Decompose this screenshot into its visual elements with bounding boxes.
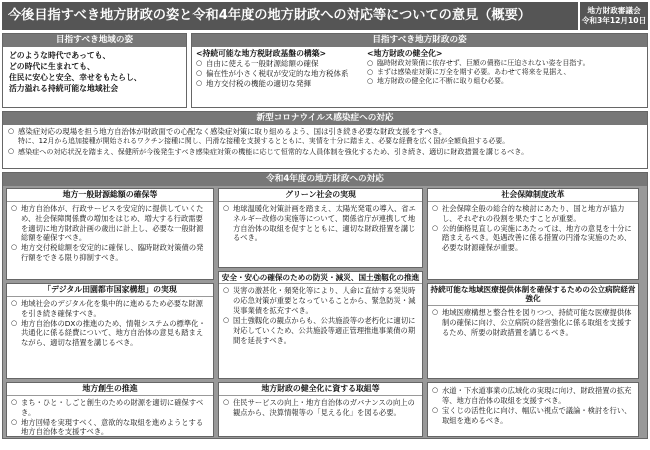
covid-line: ○ 感染症への対応状況を踏まえ、保健所が今後発生すべき感染症対策の機能に応じて恒常的な人員体制を強化するため、引き続き、適切に財政措置を講じるべき。 bbox=[8, 147, 642, 157]
list-item: ○ 住民サービスの向上・地方自治体のガバナンスの向上の観点から、決算情報等の「見える化」を図る必要。 bbox=[223, 398, 418, 418]
column-right bbox=[427, 188, 639, 437]
page-title: 今後目指すべき地方財政の姿と令和4年度の地方財政への対応等についての意見（概要） bbox=[2, 2, 578, 30]
fiscal-heading: 目指すべき地方財政の姿 bbox=[192, 34, 647, 47]
general-revenue-box bbox=[6, 188, 214, 280]
health-fiscal-box bbox=[218, 382, 423, 437]
region-line: どのような時代であっても、 bbox=[9, 51, 111, 60]
org-block bbox=[578, 2, 648, 30]
fiscal-card bbox=[191, 33, 648, 108]
covid-heading: 新型コロナウイルス感染症への対応 bbox=[3, 112, 647, 125]
green-box bbox=[218, 188, 423, 268]
medical-heading: 持続可能な地域医療提供体制を確保するための公立病院経営強化 bbox=[428, 284, 638, 306]
list-item: ○ 災害の激甚化・頻発化等により、人命に直結する発災時の応急対策が重要となっていることから、緊急防災・減災事業債を拡充すべき。 bbox=[223, 286, 418, 316]
fiscal-right bbox=[367, 49, 643, 88]
covid-line: 特に、12月から追加接種が開始されるワクチン接種に関し、円滑な接種を支援するとともに、実情を十分に踏まえ、必要な経費を広く国が全額負担する必要。 bbox=[18, 137, 510, 146]
green-heading: グリーン社会の実現 bbox=[219, 189, 422, 202]
covid-line: ○ 感染症対応の現場を担う地方自治体が財政面での心配なく感染症対策に取り組めるよう、国は引き続き必要な財政支援をすべき。 bbox=[8, 127, 642, 137]
general-revenue-heading: 地方一般財源総額の確保等 bbox=[7, 189, 213, 202]
fiscal-left-subheading: <持続可能な地方税財政基盤の構築> bbox=[196, 49, 327, 58]
safety-heading: 安全・安心の確保のための防災・減災、国土強靱化の推進 bbox=[219, 272, 422, 284]
column-middle bbox=[218, 188, 423, 437]
list-item: ○ 地方交付税の機能の適切な発揮 bbox=[196, 79, 361, 89]
social-security-heading: 社会保障制度改革 bbox=[428, 189, 638, 202]
water-box bbox=[427, 382, 639, 437]
region-card bbox=[2, 33, 187, 108]
list-item: ○ 公的価格見直しの実施にあたっては、地方の意見を十分に踏まえるべき。処遇改善に係る措置の円滑な実施のため、必要な財源確保が重要。 bbox=[432, 224, 634, 254]
title-bar bbox=[2, 2, 648, 30]
list-item: ○ 偏在性が小さく税収が安定的な地方税体系 bbox=[196, 69, 361, 79]
list-item: ○ 地域医療構想と整合性を図りつつ、持続可能な医療提供体制の確保に向け、公立病院の経営強化に係る取組を支援するため、所要の財政措置を講じるべき。 bbox=[432, 308, 634, 338]
org-date: 令和3年12月10日 bbox=[581, 16, 647, 25]
list-item: ○ 自由に使える一般財源総額の確保 bbox=[196, 59, 361, 69]
list-item: ○ 地方財政の健全化に不断に取り組む必要。 bbox=[367, 77, 643, 86]
fy4-heading: 令和4年度の地方財政への対応 bbox=[3, 173, 647, 186]
fiscal-left bbox=[196, 49, 361, 88]
region-line: 住民に安心と安全、幸せをもたらし、 bbox=[9, 73, 142, 83]
digital-box bbox=[6, 283, 214, 379]
list-item: ○ 国土強靱化の観点からも、公共施設等の老朽化に適切に対応していくため、公共施設等適正管理推進事業債の期間を延長すべき。 bbox=[223, 316, 418, 346]
list-item: ○ 地域社会のデジタル化を集中的に進めるため必要な財源を引き続き確保すべき。 bbox=[11, 299, 209, 319]
health-fiscal-heading: 地方財政の健全化に資する取組等 bbox=[219, 383, 422, 396]
list-item: ○ 臨時財政対策債に依存せず、巨額の債務に圧迫されない姿を目指す。 bbox=[367, 59, 643, 68]
region-text bbox=[9, 50, 180, 94]
medical-box bbox=[427, 283, 639, 379]
list-item: ○ 社会保障全般の総合的な検討にあたり、国と地方が協力し、それぞれの役割を果たすことが重要。 bbox=[432, 204, 634, 224]
fy4-section bbox=[2, 172, 648, 439]
fiscal-right-subheading: <地方財政の健全化> bbox=[367, 49, 443, 58]
list-item: ○ 地方回帰を実現すべく、意欲的な取組を進めようとする地方自治体を支援すべき。 bbox=[11, 418, 209, 438]
region-line: どの時代に生まれても、 bbox=[9, 62, 95, 72]
covid-card bbox=[2, 111, 648, 169]
org-name: 地方財政審議会 bbox=[587, 6, 641, 16]
region-heading: 目指すべき地域の姿 bbox=[3, 34, 186, 47]
creation-heading: 地方創生の推進 bbox=[7, 383, 213, 396]
list-item: ○ 宝くじの活性化に向け、幅広い視点で議論・検討を行い、取組を進めるべき。 bbox=[432, 406, 634, 426]
list-item: ○ まずは感染症対策に万全を期す必要。あわせて将来を見据え、 bbox=[367, 68, 643, 77]
list-item: ○ 地方自治体のDXの推進のため、情報システムの標準化・共通化に係る経費について、地方自治体の意見も踏まえながら、適切な措置を講じるべき。 bbox=[11, 319, 209, 349]
list-item: ○ 地方交付税総額を安定的に確保し、臨時財政対策債の発行額をできる限り抑制すべき。 bbox=[11, 243, 209, 263]
safety-box bbox=[218, 271, 423, 379]
list-item: ○ 地方自治体が、行政サービスを安定的に提供していくため、社会保障関係費の増加をはじめ、増大する行政需要を適切に地方財政計画の歳出に計上し、必要な一般財源総額を確保すべき。 bbox=[11, 204, 209, 243]
region-line: 活力溢れる持続可能な地域社会 bbox=[9, 84, 119, 94]
creation-box bbox=[6, 382, 214, 437]
digital-heading: 「デジタル田園都市国家構想」の実現 bbox=[7, 284, 213, 297]
column-left bbox=[6, 188, 214, 437]
list-item: ○ 水道・下水道事業の広域化の実現に向け、財政措置の拡充等、地方自治体の取組を支援すべき。 bbox=[432, 386, 634, 406]
list-item: ○ 地球温暖化対策計画を踏まえ、太陽光発電の導入、省エネルギー改修の実施等について、関係省庁が連携して地方自治体の取組を促すとともに、適切な財政措置を講じるべき。 bbox=[223, 204, 418, 243]
goals-row bbox=[2, 33, 648, 108]
social-security-box bbox=[427, 188, 639, 280]
list-item: ○ まち・ひと・しごと創生のための財源を適切に確保すべき。 bbox=[11, 398, 209, 418]
